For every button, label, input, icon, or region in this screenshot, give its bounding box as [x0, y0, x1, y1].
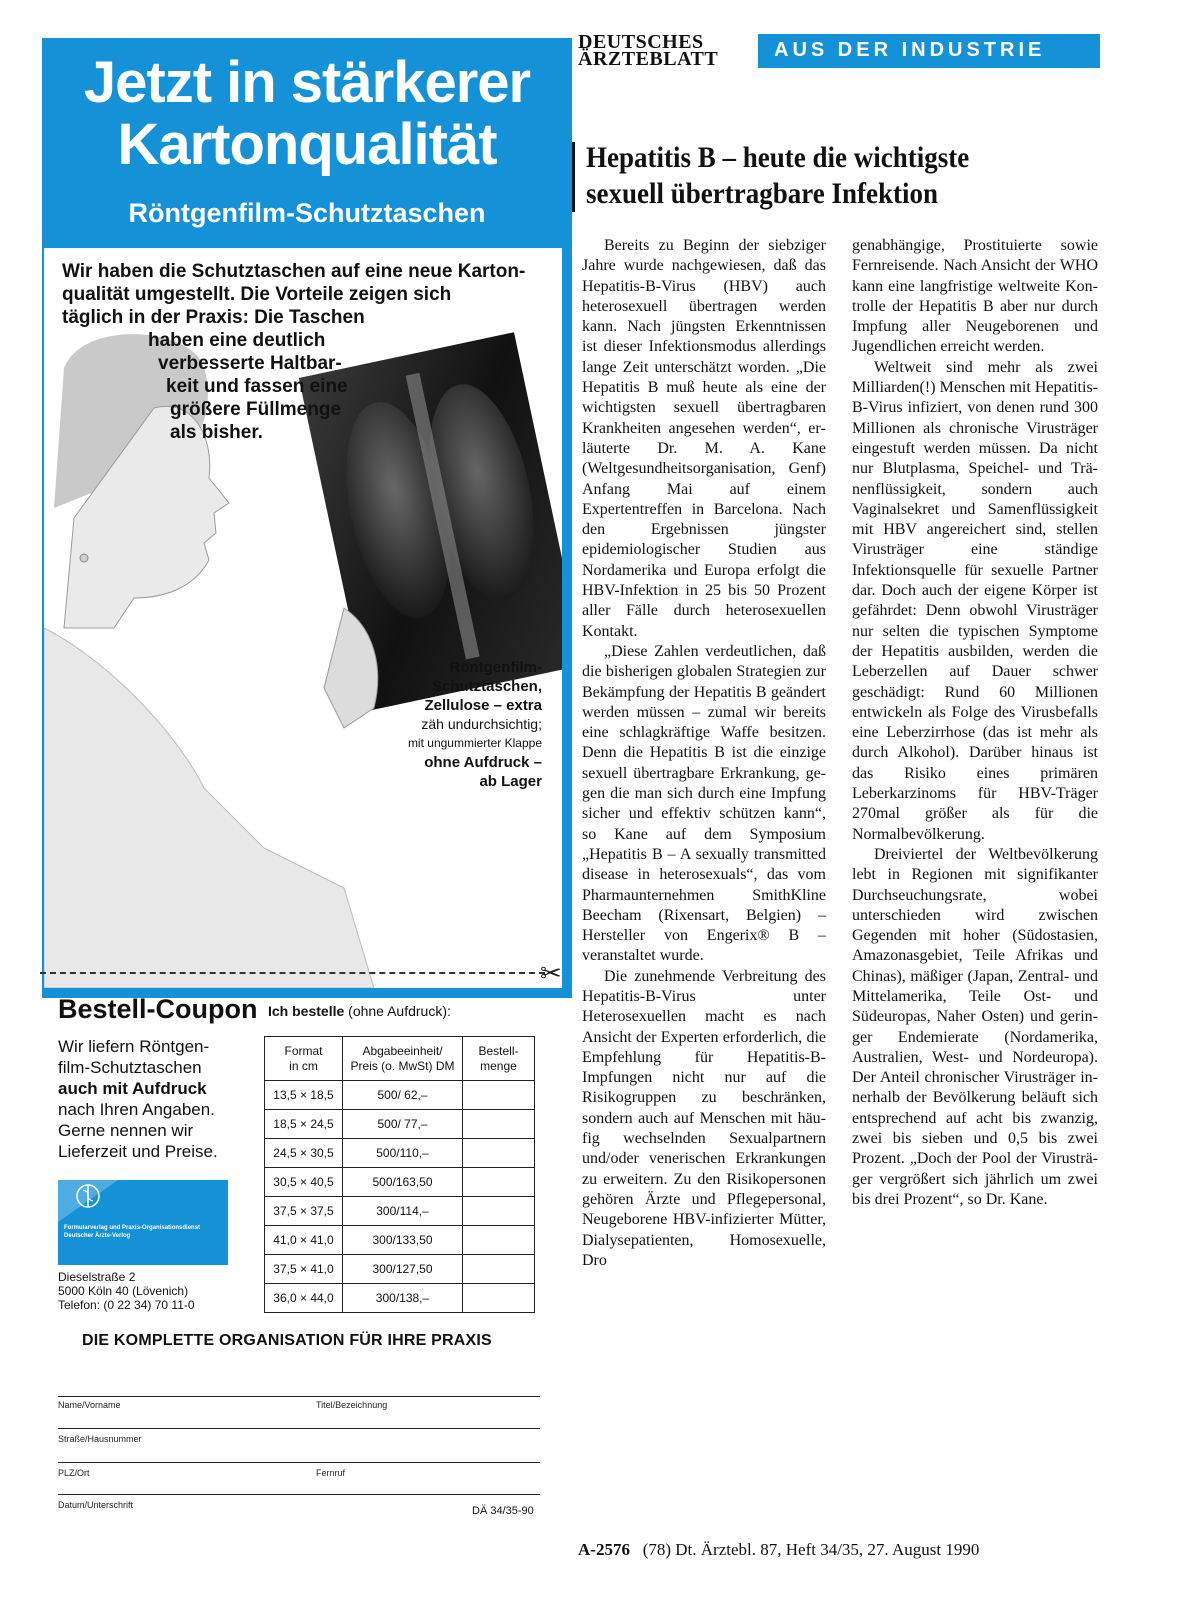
table-row — [265, 1168, 535, 1197]
order-heading-bold: Ich bestelle — [268, 1003, 345, 1019]
cell-format: 30,5 × 40,5 — [265, 1168, 343, 1197]
coupon-text-line: Lieferzeit und Preise. — [58, 1142, 218, 1161]
cell-price: 300/114,– — [343, 1197, 463, 1226]
label-city: PLZ/Ort — [58, 1468, 90, 1478]
ad-intro-line: täglich in der Praxis: Die Taschen — [62, 307, 365, 328]
table-row — [265, 1197, 535, 1226]
table-row — [265, 1110, 535, 1139]
ad-intro-text — [62, 260, 552, 444]
ad-intro-line: haben eine deutlich — [148, 330, 326, 351]
header-quantity: Bestell- menge — [463, 1037, 535, 1081]
caption-line: Röntgenfilm- — [449, 659, 542, 676]
cell-format: 37,5 × 41,0 — [265, 1255, 343, 1284]
quantity-field[interactable] — [463, 1110, 535, 1139]
ad-header — [42, 38, 572, 253]
organisation-slogan: DIE KOMPLETTE ORGANISATION FÜR IHRE PRAXIS — [82, 1332, 492, 1349]
cell-price: 500/ 77,– — [343, 1110, 463, 1139]
article-headline — [586, 140, 1036, 212]
headline-rule — [572, 142, 575, 212]
table-row — [265, 1226, 535, 1255]
ad-headline-line2: Kartonqualität — [117, 112, 497, 177]
ad-intro-line: als bisher. — [170, 422, 263, 443]
headline-line1: Hepatitis B – heute die wichtigste — [586, 141, 970, 174]
section-bar — [758, 34, 1100, 68]
price-table — [264, 1036, 535, 1313]
magazine-masthead — [578, 31, 719, 70]
publisher-logo — [58, 1180, 228, 1265]
masthead-line2: ÄRZTEBLATT — [578, 48, 719, 70]
table-row — [265, 1284, 535, 1313]
caption-line: Zellulose – extra — [424, 697, 542, 714]
coupon-code: DÄ 34/35-90 — [472, 1505, 534, 1517]
caption-line: zäh undurchsichtig; — [421, 716, 542, 732]
cell-format: 13,5 × 18,5 — [265, 1081, 343, 1110]
ad-intro-line: verbesserte Haltbar- — [158, 353, 342, 374]
label-street: Straße/Hausnummer — [58, 1434, 142, 1444]
address-line: Telefon: (0 22 34) 70 11-0 — [58, 1298, 195, 1312]
address-line: 5000 Köln 40 (Lövenich) — [58, 1284, 189, 1298]
cell-price: 300/127,50 — [343, 1255, 463, 1284]
cell-format: 18,5 × 24,5 — [265, 1110, 343, 1139]
ad-intro-line: keit und fassen eine — [166, 376, 348, 397]
cut-line — [40, 972, 545, 974]
label-title: Titel/Bezeichnung — [316, 1400, 388, 1410]
ad-headline-line1: Jetzt in stärkerer — [83, 50, 531, 115]
cell-price: 300/133,50 — [343, 1226, 463, 1255]
coupon-text — [58, 1036, 258, 1162]
paragraph: Bereits zu Beginn der siebziger Jahre wurde nachgewiesen, daß das Hepatitis-B-Virus (HBV) auch heterosexuell übertragen werden kann. Nach jüngsten Erkenntnissen ist dieser Infektionsmodus allerdings lange Zeit unterschätzt worden. „Die Hepatitis B muß heute als eine der wichtigsten sexuell übertragbaren Krankheiten angesehen werden“, erläuterte Dr. M. A. Kane (Weltgesundheitsorganisation, Genf) Anfang Mai auf einem Expertentreffen in Barcelona. Nach den Ergebnissen jüngster epidemiologischer Studien aus Nordamerika und Europa erfolgt die HBV-Infektion in 25 bis 50 Prozent aller Fälle durch heterosexuellen Kontakt. — [582, 237, 826, 640]
quantity-field[interactable] — [463, 1226, 535, 1255]
paragraph: Weltweit sind mehr als zwei Milliarden(!) Menschen mit Hepatitis-B-Virus infiziert, von denen rund 300 Millionen als chronische Virusträger eingestuft werden müssen. Da nicht nur Blutplasma, Speichel- und Tränenflüssigkeit, sondern auch Vaginalsekret und Samenflüssigkeit mit HBV angereichert sind, stellen Virusträger eine ständige Infektionsquelle für sexuelle Partner dar. Doch auch der eigene Körper ist gefährdet: Denn obwohl Virusträger nur selten die typischen Symptome der Hepatitis ausbilden, werden die Leberzellen auf Dauer schwer geschädigt: Rund 60 Millionen entwickeln als Folge des Virusbefalls eine Leberzirrhose (das ist mehr als durch Alkohol). Darüber hinaus ist das Risiko eines primären Leberkarzinoms für HBV-Träger 270mal größer als für die Normalbevölkerung. — [852, 358, 1098, 843]
caption-line: Schutztaschen, — [431, 678, 542, 695]
ad-caption — [322, 658, 542, 791]
ad-intro-line: größere Füllmenge — [170, 399, 342, 420]
cell-price: 500/163,50 — [343, 1168, 463, 1197]
paragraph: Dreiviertel der Weltbevölkerung lebt in Regionen mit signifikanter Durchseuchungsrate, wobei unterschieden wird zwischen Gegenden mit hoher (Südostasien, Amazonasgebiet, Teile Afrikas und Chinas), mäßiger (Japan, Zentral- und Mittelamerika, Teile Ost- und Südeuropas, Naher Osten) und geringer Endemierate (Nordamerika, Australien, West- und Nordeuropa). Der Anteil chronischer Virusträger innerhalb der Bevölkerung beläuft sich entsprechend auf acht bis zwanzig, zwei bis sieben und 0,5 bis zwei Prozent. „Doch der Pool der Virusträger vergrößert sich jährlich um zwei bis drei Prozent“, so Dr. Kane. — [852, 845, 1098, 1208]
cell-format: 36,0 × 44,0 — [265, 1284, 343, 1313]
table-row — [265, 1081, 535, 1110]
caption-line: ohne Aufdruck – — [424, 754, 542, 771]
quantity-field[interactable] — [463, 1197, 535, 1226]
cell-format: 24,5 × 30,5 — [265, 1139, 343, 1168]
coupon-text-line: Gerne nennen wir — [58, 1121, 194, 1140]
cell-price: 500/ 62,– — [343, 1081, 463, 1110]
cell-price: 300/138,– — [343, 1284, 463, 1313]
form-line-name-bottom[interactable] — [58, 1428, 540, 1429]
paragraph: „Diese Zahlen verdeutlichen, daß die bisherigen globalen Strategien zur Bekämpfung der Hepatitis B geändert werden müssen – zumal wir bereits eine schlagkräftige Waffe besitzen. Denn die Hepatitis B ist die einzige sexuell übertragbare Erkrankung, gegen die man sich durch eine Impfung sicher und effektiv schützen kann“, so Kane auf dem Symposium „Hepatitis B – A sexually transmitted disease in heterosexuals“, das vom Pharmaunternehmen SmithKline Beecham (Rixensart, Belgien) – Hersteller von Engerix® B – veranstaltet wurde. — [582, 642, 826, 965]
quantity-field[interactable] — [463, 1139, 535, 1168]
headline-line2: sexuell übertragbare Infektion — [586, 177, 938, 210]
publisher-address — [58, 1270, 195, 1312]
coupon-text-line: film-Schutztaschen — [58, 1058, 202, 1077]
article-column-1 — [582, 236, 826, 1271]
paragraph: genabhängige, Prostituierte sowie Fernreisende. Nach Ansicht der WHO kann eine langfristige weltweite Kontrolle der Hepatitis B aber nur durch Impfung aller Neugeborenen und Jugendlichen erreicht werden. — [852, 237, 1098, 356]
label-name: Name/Vorname — [58, 1400, 121, 1410]
coupon-text-line: Wir liefern Röntgen- — [58, 1037, 210, 1056]
caduceus-icon — [58, 1180, 118, 1222]
order-heading — [268, 1003, 451, 1019]
label-date: Datum/Unterschrift — [58, 1500, 134, 1510]
quantity-field[interactable] — [463, 1255, 535, 1284]
coupon-text-line: nach Ihren Angaben. — [58, 1100, 215, 1119]
ad-intro-line: qualität umgestellt. Die Vorteile zeigen sich — [62, 284, 452, 305]
ad-headline — [42, 52, 572, 176]
cell-format: 37,5 × 37,5 — [265, 1197, 343, 1226]
header-format: Format in cm — [265, 1037, 343, 1081]
table-row — [265, 1255, 535, 1284]
table-row — [265, 1139, 535, 1168]
quantity-field[interactable] — [463, 1284, 535, 1313]
cell-format: 41,0 × 41,0 — [265, 1226, 343, 1255]
page-number: A-2576 — [578, 1540, 630, 1559]
form-line-city[interactable] — [58, 1494, 540, 1495]
advertisement — [42, 38, 572, 998]
coupon-text-line: auch mit Aufdruck — [58, 1079, 207, 1098]
form-line-street[interactable] — [58, 1462, 540, 1463]
form-line-name[interactable] — [58, 1396, 540, 1397]
caption-line: ab Lager — [479, 773, 542, 790]
masthead-line1: DEUTSCHES — [578, 31, 704, 53]
label-phone: Fernruf — [316, 1468, 346, 1478]
order-heading-rest: (ohne Aufdruck): — [344, 1003, 451, 1019]
scissors-icon: ✂ — [540, 958, 562, 988]
caption-line: mit ungummierter Klappe — [407, 736, 542, 750]
footer-citation: (78) Dt. Ärztebl. 87, Heft 34/35, 27. August 1990 — [642, 1540, 980, 1559]
section-label: AUS DER INDUSTRIE — [774, 39, 1046, 61]
article-column-2 — [852, 236, 1098, 1210]
ad-subtitle: Röntgenfilm-Schutztaschen — [128, 198, 486, 228]
coupon-title: Bestell-Coupon — [58, 994, 258, 1024]
cell-price: 500/110,– — [343, 1139, 463, 1168]
quantity-field[interactable] — [463, 1168, 535, 1197]
publisher-logo-text: Formularverlag und Praxis-Organisationsdienst Deutscher Ärzte-Verlog — [64, 1225, 201, 1239]
page-footer — [578, 1540, 979, 1560]
address-line: Dieselstraße 2 — [58, 1270, 136, 1284]
ad-intro-line: Wir haben die Schutztaschen auf eine neue Karton- — [62, 261, 526, 282]
table-header-row — [265, 1037, 535, 1081]
header-unit-price: Abgabeeinheit/ Preis (o. MwSt) DM — [343, 1037, 463, 1081]
paragraph: Die zunehmende Verbreitung des Hepatitis-B-Virus unter Heterosexuellen macht es nach Ansicht der Experten erforderlich, die Empfehlung für Hepatitis-B-Impfungen nicht nur auf die Risikogruppen zu beschränken, sondern auch auf Menschen mit häufig wechselnden Sexualpartnern und/oder venerischen Erkrankungen zu erweitern. Zu den Risikopersonen gehören Ärzte und Pflegepersonal, Neugeborene HBV-infizierter Mütter, Dialysepatienten, Homosexuelle, Dro — [582, 967, 826, 1269]
quantity-field[interactable] — [463, 1081, 535, 1110]
